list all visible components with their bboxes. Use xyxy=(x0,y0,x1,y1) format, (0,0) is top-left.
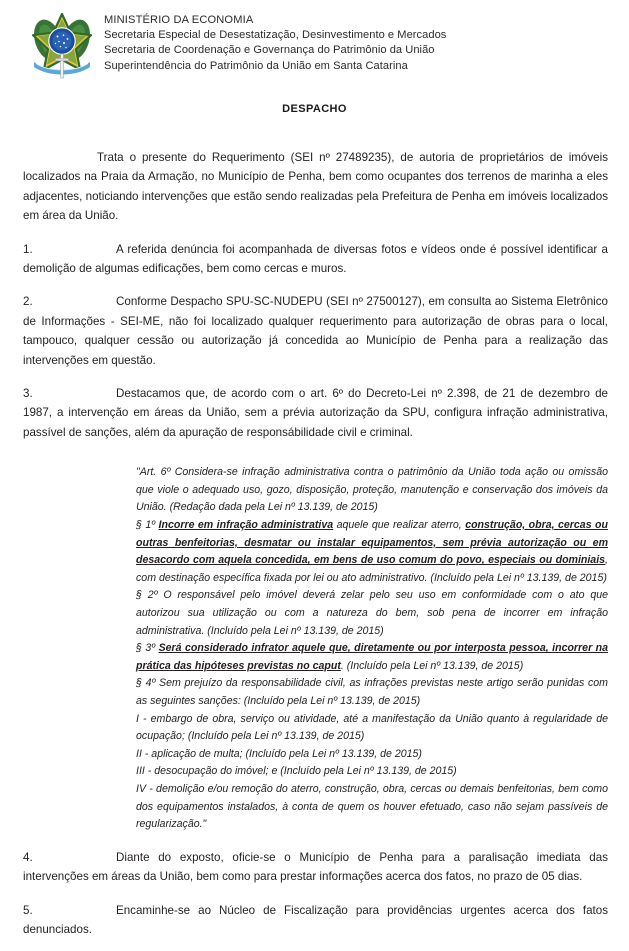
paragraph-number-1: 1. xyxy=(23,242,33,256)
document-header xyxy=(0,0,629,84)
brazil-coat-of-arms-icon xyxy=(30,10,94,82)
quote-item-ii: II - aplicação de multa; (Incluído pela Lei nº 13.139, de 2015) xyxy=(136,747,422,760)
paragraph-text-4: Diante do exposto, oficie-se o Município de Penha para a paralisação imediata das intervenções em áreas da União, bem como para prestar informações acerca dos fatos, no prazo de 05 dias. xyxy=(23,850,608,884)
quote-par3-tail: . (Incluído pela Lei nº 13.139, de 2015) xyxy=(340,659,524,672)
paragraph-number-5: 5. xyxy=(23,903,33,917)
quote-paragraph-4: § 4º Sem prejuízo da responsabilidade civil, as infrações previstas neste artigo serão punidas com as seguintes sanções: (Incluído pela Lei nº 13.139, de 2015) xyxy=(136,677,608,707)
numbered-paragraph-5 xyxy=(23,901,608,940)
quote-item-iv: IV - demolição e/ou remoção do aterro, construção, obra, cercas ou demais benfeitorias, bem como dos equipamentos instalados, à conta de quem os houver efetuado, caso não sejam passíveis de regularização." xyxy=(136,782,608,831)
page-title: DESPACHO xyxy=(282,103,347,115)
law-quotation-block xyxy=(136,464,608,833)
quote-par3-prefix: § 3º xyxy=(136,642,159,655)
secretaria-coordenacao-line: Secretaria de Coordenação e Governança do Patrimônio da União xyxy=(104,44,435,57)
document-closing xyxy=(23,848,608,940)
quote-par3-emphasis: Será considerado infrator aquele que, diretamente ou por interposta pessoa, incorrer na prática das hipóteses previstas no caput xyxy=(136,642,609,672)
ministry-name: MINISTÉRIO DA ECONOMIA xyxy=(104,14,254,26)
quote-par1-prefix: § 1º xyxy=(136,519,159,532)
organization-block xyxy=(104,9,446,74)
quote-par1-emphasis-a: Incorre em infração administrativa xyxy=(158,519,334,532)
paragraph-text-1: A referida denúncia foi acompanhada de diversas fotos e vídeos onde é possível identificar a demolição de algumas edificações, bem como cercas e muros. xyxy=(23,242,608,276)
bottom-spacer xyxy=(0,939,629,951)
secretaria-especial-line: Secretaria Especial de Desestatização, Desinvestimento e Mercados xyxy=(104,29,447,42)
quote-caput: "Art. 6º Considera-se infração administrativa contra o patrimônio da União toda ação ou omissão que viole o adequado uso, gozo, disposição, proteção, manutenção e conservação dos imóveis da União. (Redação dada pela Lei nº 13.139, de 2015) xyxy=(136,466,608,514)
quote-par1-emphasis-b: construção, obra, cercas ou outras benfeitorias, desmatar ou instalar equipamentos, sem prévia autorização ou em desacordo com aquela concedida, em bens de uso comum do povo, especiais ou dominiais xyxy=(136,519,608,567)
paragraph-text-2: Conforme Despacho SPU-SC-NUDEPU (SEI nº 27500127), em consulta ao Sistema Eletrônico de Informações - SEI-ME, não foi localizado qualquer requerimento para autorização de obras para o local, tampouco, qualquer cessão ou autorização já concedida ao Município de Penha para a realização das intervenções em questão. xyxy=(23,295,608,367)
quote-paragraph-1 xyxy=(136,517,608,587)
lead-paragraph xyxy=(23,148,608,226)
document-body xyxy=(23,148,608,442)
quote-paragraph-3 xyxy=(136,640,608,675)
numbered-paragraph-3 xyxy=(23,384,608,442)
paragraph-text-5: Encaminhe-se ao Núcleo de Fiscalização para providências urgentes acerca dos fatos denunciados. xyxy=(23,903,608,936)
paragraph-number-3: 3. xyxy=(23,387,33,401)
paragraph-number-2: 2. xyxy=(23,295,33,309)
quote-item-iii: III - desocupação do imóvel; e (Incluído pela Lei nº 13.139, de 2015) xyxy=(136,765,457,778)
paragraph-number-4: 4. xyxy=(23,850,33,864)
quote-par1-tail: , com destinação específica fixada por lei ou ato administrativo. (Incluído pela Lei nº 13.139, de 2015) xyxy=(136,554,608,584)
numbered-paragraph-2 xyxy=(23,292,608,370)
superintendencia-line: Superintendência do Patrimônio da União em Santa Catarina xyxy=(104,59,408,72)
quote-par1-middle: aquele que realizar aterro, xyxy=(333,519,466,532)
quote-item-i: I - embargo de obra, serviço ou atividade, até a manifestação da União quanto à regularidade de ocupação; (Incluído pela Lei nº 13.139, de 2015) xyxy=(136,712,608,743)
numbered-paragraph-4 xyxy=(23,848,608,887)
numbered-paragraph-1 xyxy=(23,240,608,279)
quote-paragraph-2: § 2º O responsável pelo imóvel deverá zelar pelo seu uso em conformidade com o ato que autorizou sua utilização ou com a natureza do bem, sob pena de incorrer em infração administrativa. (Incluído pela Lei nº 13.139, de 2015) xyxy=(136,589,608,637)
paragraph-text-3: Destacamos que, de acordo com o art. 6º do Decreto-Lei nº 2.398, de 21 de dezembro de 1987, a intervenção em áreas da União, sem a prévia autorização da SPU, configura infração administrativa, passível de sanções, além da apuração de responsábilidade civil e criminal. xyxy=(23,387,608,439)
lead-paragraph-text: Trata o presente do Requerimento (SEI nº 27489235), de autoria de proprietários de imóveis localizados na Praia da Armação, no Município de Penha, bem como ocupantes dos terrenos de marinha a eles adjacentes, noticiando intervenções que estão sendo realizadas pela Prefeitura de Penha em imóveis localizados em área da União. xyxy=(23,151,608,223)
